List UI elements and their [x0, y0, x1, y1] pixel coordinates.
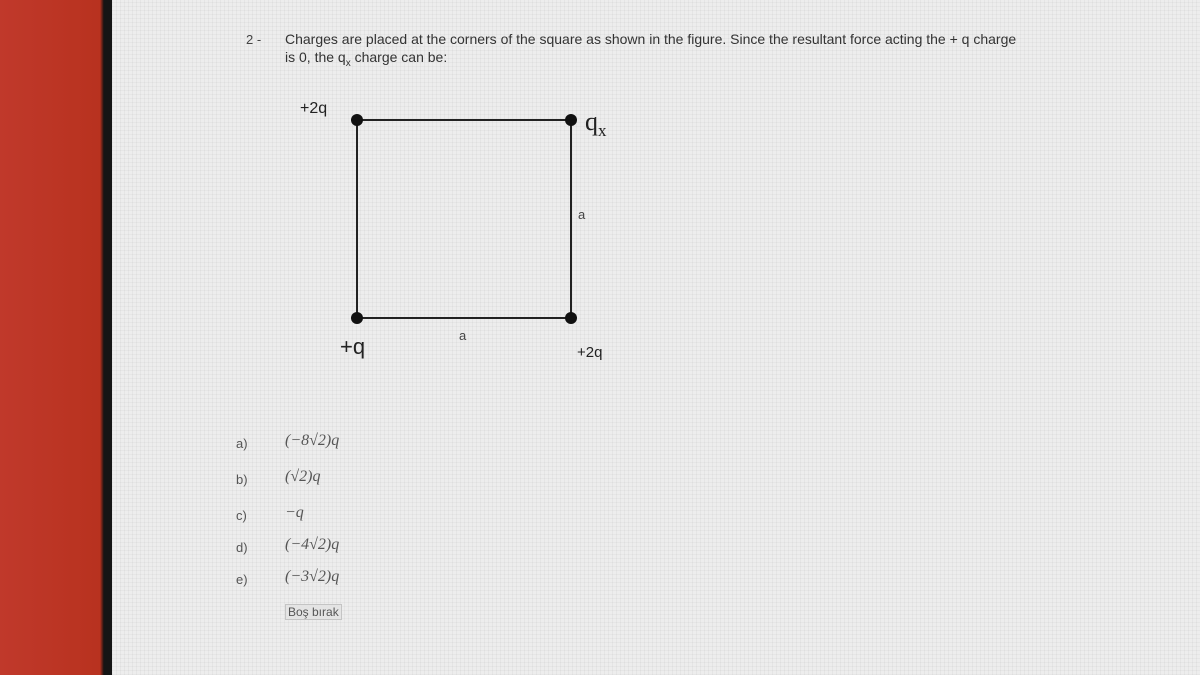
- charge-label-bottom-right: +2q: [577, 344, 603, 361]
- question-line-2-sub: x: [345, 57, 351, 69]
- question-line-2-start: is 0, the q: [285, 49, 346, 65]
- charge-dot-top-right: [565, 114, 577, 126]
- charge-dot-bottom-right: [565, 312, 577, 324]
- charge-label-top-left: +2q: [300, 100, 328, 117]
- option-a-letter[interactable]: a): [236, 436, 248, 451]
- option-e-letter[interactable]: e): [236, 572, 248, 587]
- charge-dot-top-left: [351, 114, 363, 126]
- charge-label-top-right: [585, 107, 607, 141]
- charge-label-top-right-q: q: [585, 107, 598, 136]
- option-b-value[interactable]: (√2)q: [285, 468, 321, 485]
- option-c-value[interactable]: −q: [285, 504, 304, 521]
- option-e-value[interactable]: (−3√2)q: [285, 568, 340, 585]
- question-line-2-end: charge can be:: [350, 49, 448, 65]
- option-d-letter[interactable]: d): [236, 540, 248, 555]
- question-line-1: Charges are placed at the corners of the square as shown in the figure. Since the resultant force acting the + q charge: [285, 31, 1017, 47]
- option-a-value[interactable]: (−8√2)q: [285, 432, 340, 449]
- clear-answer-button[interactable]: Boş bırak: [285, 604, 342, 620]
- charge-label-top-right-sub: x: [598, 121, 607, 141]
- option-b-letter[interactable]: b): [236, 472, 248, 487]
- side-label-bottom: a: [459, 328, 467, 343]
- option-c-letter[interactable]: c): [236, 508, 247, 523]
- side-label-right: a: [578, 207, 586, 222]
- charge-dot-bottom-left: [351, 312, 363, 324]
- option-d-value[interactable]: (−4√2)q: [285, 536, 340, 553]
- question-number: 2 -: [246, 32, 262, 47]
- charge-label-bottom-left: +q: [340, 334, 366, 359]
